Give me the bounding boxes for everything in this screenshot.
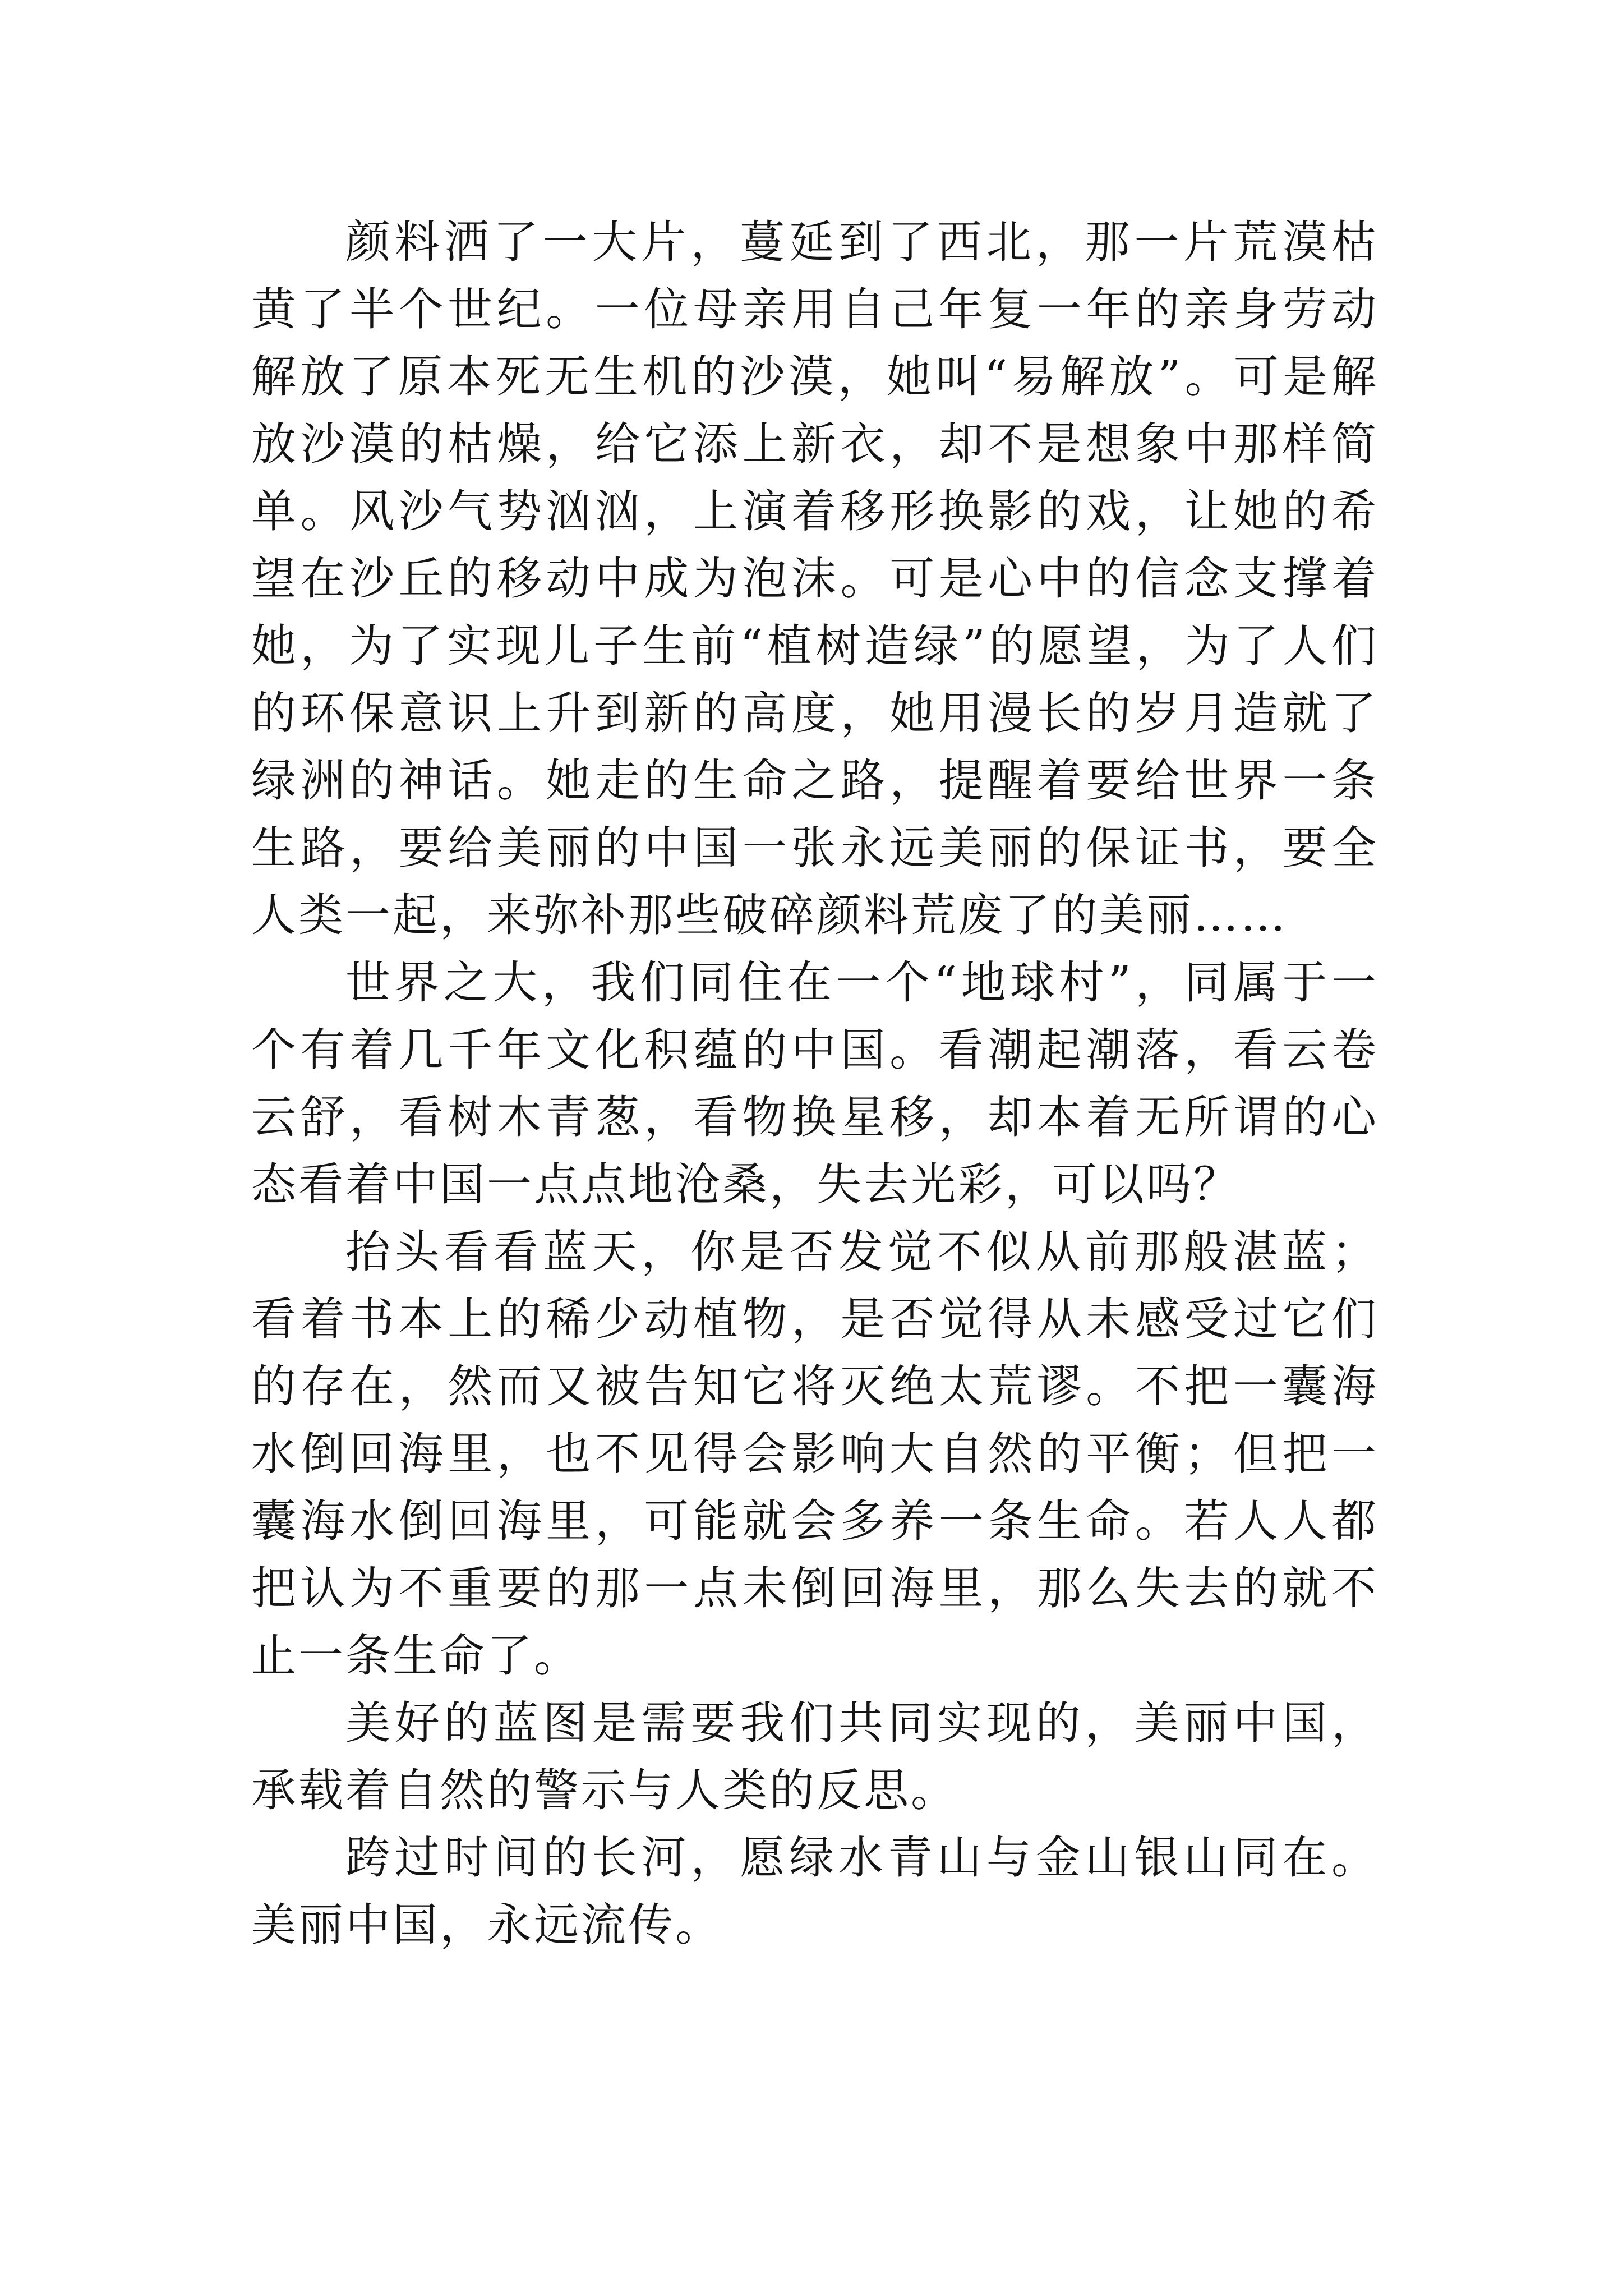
- paragraph-1: 颜料洒了一大片，蔓延到了西北，那一片荒漠枯黄了半个世纪。一位母亲用自己年复一年的亲身劳动解放了原本死无生机的沙漠，她叫“易解放”。可是解放沙漠的枯燥，给它添上新衣，却不是想象中那样简单。风沙气势汹汹，上演着移形换影的戏，让她的希望在沙丘的移动中成为泡沫。可是心中的信念支撑着她，为了实现儿子生前“植树造绿”的愿望，为了人们的环保意识上升到新的高度，她用漫长的岁月造就了绿洲的神话。她走的生命之路，提醒着要给世界一条生路，要给美丽的中国一张永远美丽的保证书，要全人类一起，来弥补那些破碎颜料荒废了的美丽……: [251, 216, 1378, 941]
- essay-body: [251, 209, 1378, 1959]
- paragraph-5: 跨过时间的长河，愿绿水青山与金山银山同在。美丽中国，永远流传。: [251, 1832, 1378, 1951]
- paragraph-4: 美好的蓝图是需要我们共同实现的，美丽中国，承载着自然的警示与人类的反思。: [251, 1697, 1378, 1816]
- paragraph-3: 抬头看看蓝天，你是否发觉不似从前那般湛蓝；看着书本上的稀少动植物，是否觉得从未感受过它们的存在，然而又被告知它将灭绝太荒谬。不把一囊海水倒回海里，也不见得会影响大自然的平衡；但把一囊海水倒回海里，可能就会多养一条生命。若人人都把认为不重要的那一点未倒回海里，那么失去的就不止一条生命了。: [251, 1226, 1378, 1682]
- paragraph-2: 世界之大，我们同住在一个“地球村”，同属于一个有着几千年文化积蕴的中国。看潮起潮落，看云卷云舒，看树木青葱，看物换星移，却本着无所谓的心态看着中国一点点地沧桑，失去光彩，可以吗？: [251, 956, 1378, 1211]
